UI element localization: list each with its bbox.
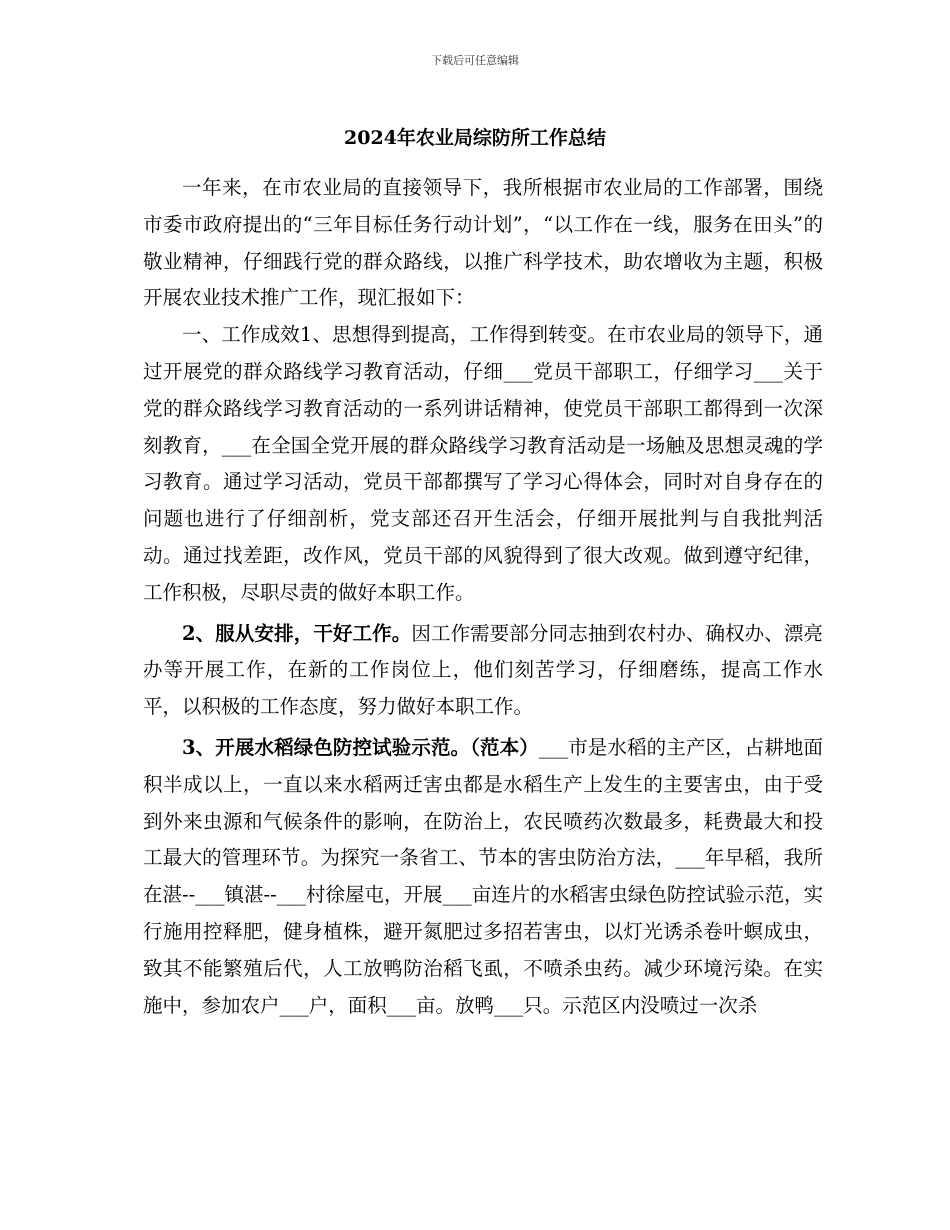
document-body xyxy=(143,170,823,1024)
paragraph-text: 一年来，在市农业局的直接领导下，我所根据市农业局的工作部署，围绕市委市政府提出的“三年目标任务行动计划”，“以工作在一线，服务在田头”的敬业精神，仔细践行党的群众路线，以推广科学技术，助农增收为主题，积极开展农业技术推广工作，现汇报如下： xyxy=(143,176,823,310)
paragraph-text: ___市是水稻的主产区，占耕地面积半成以上，一直以来水稻两迁害虫都是水稻生产上发生的主要害虫，由于受到外来虫源和气候条件的影响，在防治上，农民喷药次数最多，耗费最大和投工最大的管理环节。为探究一条省工、节本的害虫防治方法，___年早稻，我所在湛--___镇湛--___村徐屋屯，开展___亩连片的水稻害虫绿色防控试验示范，实行施用控释肥，健身植株，避开氮肥过多招若害虫，以灯光诱杀卷叶螟成虫，致其不能繁殖后代，人工放鸭防治稻飞虱，不喷杀虫药。减少环境污染。在实施中，参加农户___户，面积___亩。放鸭___只。示范区内没喷过一次杀 xyxy=(143,735,823,1017)
paragraph-lead: 2、服从安排，干好工作。 xyxy=(182,621,412,645)
document-title: 2024年农业局综防所工作总结 xyxy=(344,127,606,149)
paragraph-section-3 xyxy=(143,730,823,1024)
paragraph-section-2 xyxy=(143,616,823,726)
paragraph-text: 一、工作成效1、思想得到提高，工作得到转变。在市农业局的领导下，通过开展党的群众路线学习教育活动，仔细___党员干部职工，仔细学习___关于党的群众路线学习教育活动的一系列讲话精神，使党员干部职工都得到一次深刻教育，___在全国全党开展的群众路线学习教育活动是一场触及思想灵魂的学习教育。通过学习活动，党员干部都撰写了学习心得体会，同时对自身存在的问题也进行了仔细剖析，党支部还召开生活会，仔细开展批判与自我批判活动。通过找差距，改作风，党员干部的风貌得到了很大改观。做到遵守纪律，工作积极，尽职尽责的做好本职工作。 xyxy=(143,323,823,604)
paragraph-text: 因工作需要部分同志抽到农村办、确权办、漂亮办等开展工作，在新的工作岗位上，他们刻苦学习，仔细磨练，提高工作水平，以积极的工作态度，努力做好本职工作。 xyxy=(143,621,823,719)
paragraph-intro xyxy=(143,170,823,317)
page-header-note: 下载后可任意编辑 xyxy=(431,54,519,67)
paragraph-section-1 xyxy=(143,317,823,611)
paragraph-lead: 3、开展水稻绿色防控试验示范。（范本） xyxy=(182,735,539,759)
